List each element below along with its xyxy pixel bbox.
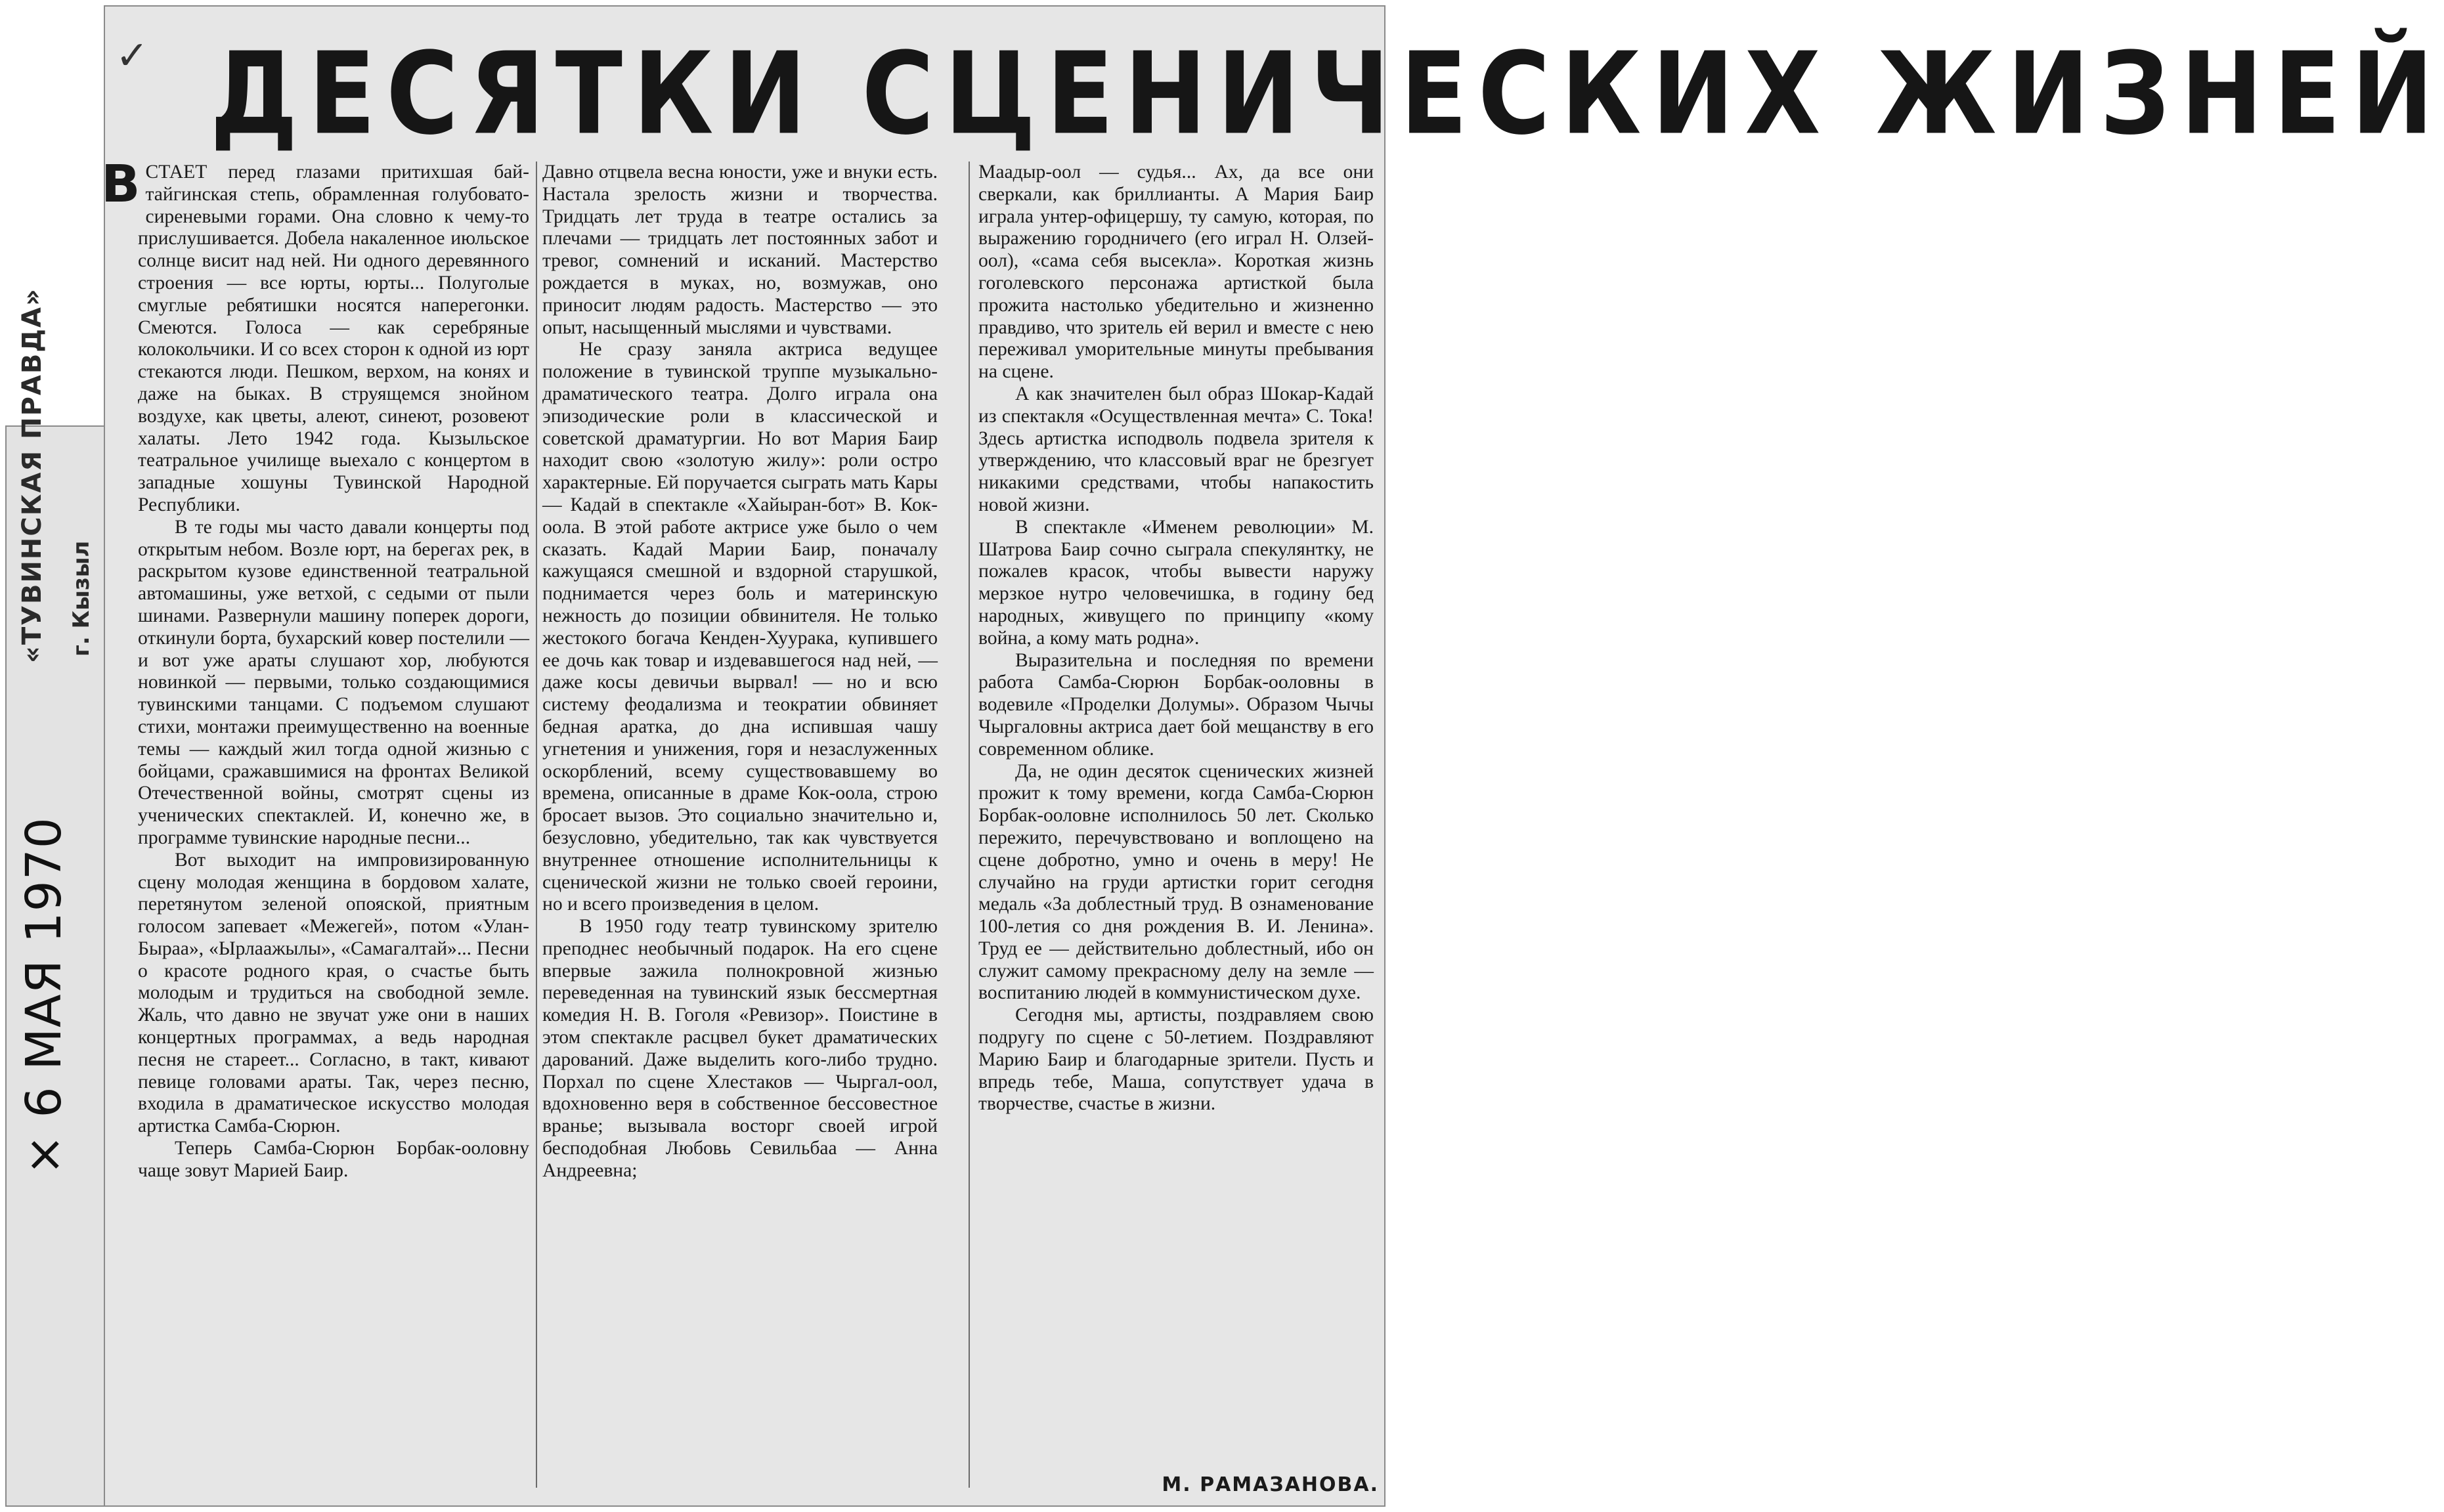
drop-cap: В [101,155,141,214]
check-mark-icon: ✓ [116,33,149,79]
paragraph: Сегодня мы, артисты, поздравляем свою подругу по сцене с 50-летием. Поздравляют Марию Баир и благодарные зрители. Пусть и впредь тебе, Маша, сопутствует удача в творчестве, счастье в жизни. [978,1004,1374,1115]
article-clipping [101,5,2444,1507]
newspaper-city: г. Кызыл [68,540,95,657]
column-1 [101,155,529,1182]
paragraph: Давно отцвела весна юности, уже и внуки есть. Настала зрелость жизни и творчества. Тридцать лет труда в театре остались за плечами — тридцать лет постоянных забот и тревог, сомнений и исканий. Мастерство рождается в муках, но, возмужав, оно приносит людям радость. Мастерство — это опыт, насыщенный мыслями и чувствами. [542,162,938,338]
column-divider [536,162,537,1488]
article-columns [101,155,1384,1505]
column-divider [969,162,970,1488]
lead-paragraph [101,155,529,517]
column-2 [542,162,938,1182]
date-stamp [16,817,72,1175]
paragraph: Да, не один десяток сценических жизней прожит к тому времени, когда Самба-Сюрюн Борбак-ооловне исполнилось 50 лет. Сколько пережито, перечувствовано и воплощено на сцене добротно, умно и очень в меру! Не случайно на груди артистки горит сегодня медаль «За доблестный труд. В ознаменование 100-летия со дня рождения В. И. Ленина». Труд ее — действительно доблестный, ибо он служит самому прекрасному делу на земле — воспитанию людей в коммунистическом духе. [978,760,1374,1004]
paragraph: Не сразу заняла актриса ведущее положение в тувинской труппе музыкально-драматического театра. Долго играла она эпизодические роли в классической и советской драматургии. Но вот Мария Баир находит свою «золотую жилу»: роли остро характерные. Ей поручается сыграть мать Кары — Кадай в спектакле «Хайыран-бот» В. Кок-оола. В этой работе актрисе уже было о чем сказать. Кадай Марии Баир, поначалу кажущаяся смешной и вздорной старушкой, поднимается через боль и материнскую нежность до позиции обвинителя. Не только жестокого богача Кенден-Хуурака, купившего ее дочь как товар и издевавшегося над ней, — даже косы девичьи вырвал! — но и всю систему феодализма и теократии обвиняет бедная аратка, до дна испившая чашу угнетения и унижения, горя и незаслуженных оскорблений, всему существовавшему во времена, описанные в драме Кок-оола, строю бросает вызов. Это социально значительно и, безусловно, убедительно, так как чувствуется внутреннее отношение исполнительницы к сценической жизни не только своей героини, но и всего произведения в целом. [542,339,938,915]
paragraph: Теперь Самба-Сюрюн Борбак-ооловну чаще зовут Марией Баир. [138,1138,529,1181]
paragraph: В 1950 году театр тувинскому зрителю преподнес необычный подарок. На его сцене впервые зажила полнокровной жизнью переведенная на тувинский язык бессмертная комедия Н. В. Гоголя «Ревизор». Поистине в этом спектакле расцвел букет драматических дарований. Даже выделить кого-либо трудно. Порхал по сцене Хлестаков — Чыргал-оол, вдохновенно веря в собственное бессовестное вранье; вызывала восторг своей игрой бесподобная Любовь Севильбаа — Анна Андреевна; [542,916,938,1181]
author-signature: М. РАМАЗАНОВА. [1162,1473,1379,1496]
column-3 [978,162,1374,1115]
lead-text: СТАЕТ перед глазами притихшая бай-тайгинская степь, обрамленная голубовато-сиреневыми горами. Она словно к чему-то прислушивается. Добела накаленное июльское солнце висит над ней. Ни одного деревянного строения — все юрты, юрты... Полуголые смуглые ребятишки носятся наперегонки. Смеются. Голоса — как серебряные колокольчики. И со всех сторон к одной из юрт стекаются люди. Пешком, верхом, на конях и даже на быках. В струящемся знойном воздухе, как цветы, алеют, синеют, розовеют халаты. Лето 1942 года. Кызыльское театральное училище выехало с концертом в западные хошуны Тувинской Народной Республики. [138,162,529,515]
headline: ДЕСЯТКИ СЦЕНИЧЕСКИХ ЖИЗНЕЙ [210,28,2444,160]
newspaper-name: «ТУВИНСКАЯ ПРАВДА» [17,288,47,663]
paragraph: В те годы мы часто давали концерты под открытым небом. Возле юрт, на берегах рек, в раскрытом кузове единственной театральной автомашины, уже ветхой, с седыми от пыли шинами. Развернули машину поперек дороги, откинули борта, бухарский ковер постелили — и вот уже араты слушают хор, любуются новинкой — первыми, только создающимися тувинскими танцами. С подъемом слушают стихи, монтажи преимущественно на военные темы — каждый жил тогда одной жизнью с бойцами, сражавшимися на фронтах Великой Отечественной войны, смотрят сцены из ученических спектаклей. И, конечно же, в программе тувинские народные песни... [138,516,529,848]
date-prefix: × [16,1133,72,1175]
paragraph: А как значителен был образ Шокар-Кадай из спектакля «Осуществленная мечта» С. Тока! Здесь артистка исподволь подвела зрителя к утверждению, что классовый враг не брезгует никакими средствами, чтобы напакостить новой жизни. [978,383,1374,515]
paragraph: Выразительна и последняя по времени работа Самба-Сюрюн Борбак-ооловны в водевиле «Проделки Долумы». Образом Чычы Чыргаловны актриса дает бой мещанству в его современном облике. [978,649,1374,760]
paragraph: Вот выходит на импровизированную сцену молодая женщина в бордовом халате, перетянутом зеленой опояской, приятным голосом запевает «Межегей», потом «Улан-Быраа», «Ырлаажылы», «Самагалтай»... Песни о красоте родного края, о счастье быть молодым и трудиться на свободной земле. Жаль, что давно не звучат уже они в наших концертных программах, а ведь народная песня не стареет... Согласно, в такт, кивают певице головами араты. Так, через песню, входила в драматическое искусство молодая артистка Самба-Сюрюн. [138,849,529,1137]
paragraph: Маадыр-оол — судья... Ах, да все они сверкали, как бриллианты. А Мария Баир играла унтер-офицершу, ту самую, которая, по выражению городничего (его играл Н. Олзей-оол), «сама себя высекла». Короткая жизнь гоголевского персонажа артисткой была прожита настолько убедительно и жизненно правдиво, что зритель ей верил и вместе с нею переживал уморительные минуты пребывания на сцене. [978,162,1374,383]
paragraph: В спектакле «Именем революции» М. Шатрова Баир сочно сыграла спекулянтку, не пожалев красок, чтобы вывести наружу мерзкое нутро человечишка, в годину бед народных, живущего по принципу «кому война, а кому мать родна». [978,516,1374,649]
date-value: 6 МАЯ 1970 [16,817,72,1118]
